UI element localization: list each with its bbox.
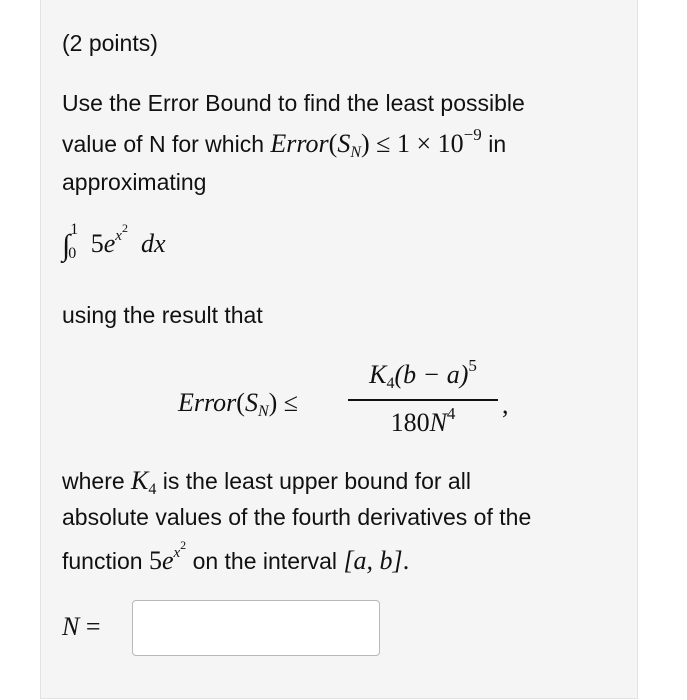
intro-line-3: approximating — [62, 169, 207, 195]
in-word: in — [488, 131, 507, 157]
where-line-1: where $K_4$ is the least upper bound for all — [62, 466, 471, 498]
intro-line-2 — [62, 125, 507, 161]
intro-line-1: Use the Error Bound to find the least possible — [62, 90, 525, 116]
where-line-2: absolute values of the fourth derivatives of the — [62, 504, 532, 530]
error-bound-expression: $Error(S_N) \le 1 \times 10^{-9}$ — [270, 125, 482, 161]
interval-expression: [a, b] — [343, 546, 403, 575]
using-text: using the result that — [62, 302, 263, 328]
formula-denominator: $180N^4$ — [390, 404, 456, 437]
where-line-3: function $5e^{x^2}$ on the interval [a, b]. — [62, 538, 410, 575]
answer-label: N = — [62, 612, 101, 641]
formula-lhs: $Error(S_N)$ ≤ — [178, 388, 299, 420]
formula-numerator: $K_4(b - a)^5$ — [369, 356, 477, 392]
answer-input[interactable] — [132, 600, 380, 656]
fraction-bar — [348, 399, 498, 401]
integral-expression: ∫ 1 0 $5e^{x^2}$ dx — [62, 221, 166, 262]
points-label: (2 points) — [62, 30, 158, 56]
formula-comma: , — [502, 390, 509, 419]
integral-sign: ∫ — [62, 229, 71, 262]
intro-line2-prefix: value of N for which — [62, 131, 264, 157]
